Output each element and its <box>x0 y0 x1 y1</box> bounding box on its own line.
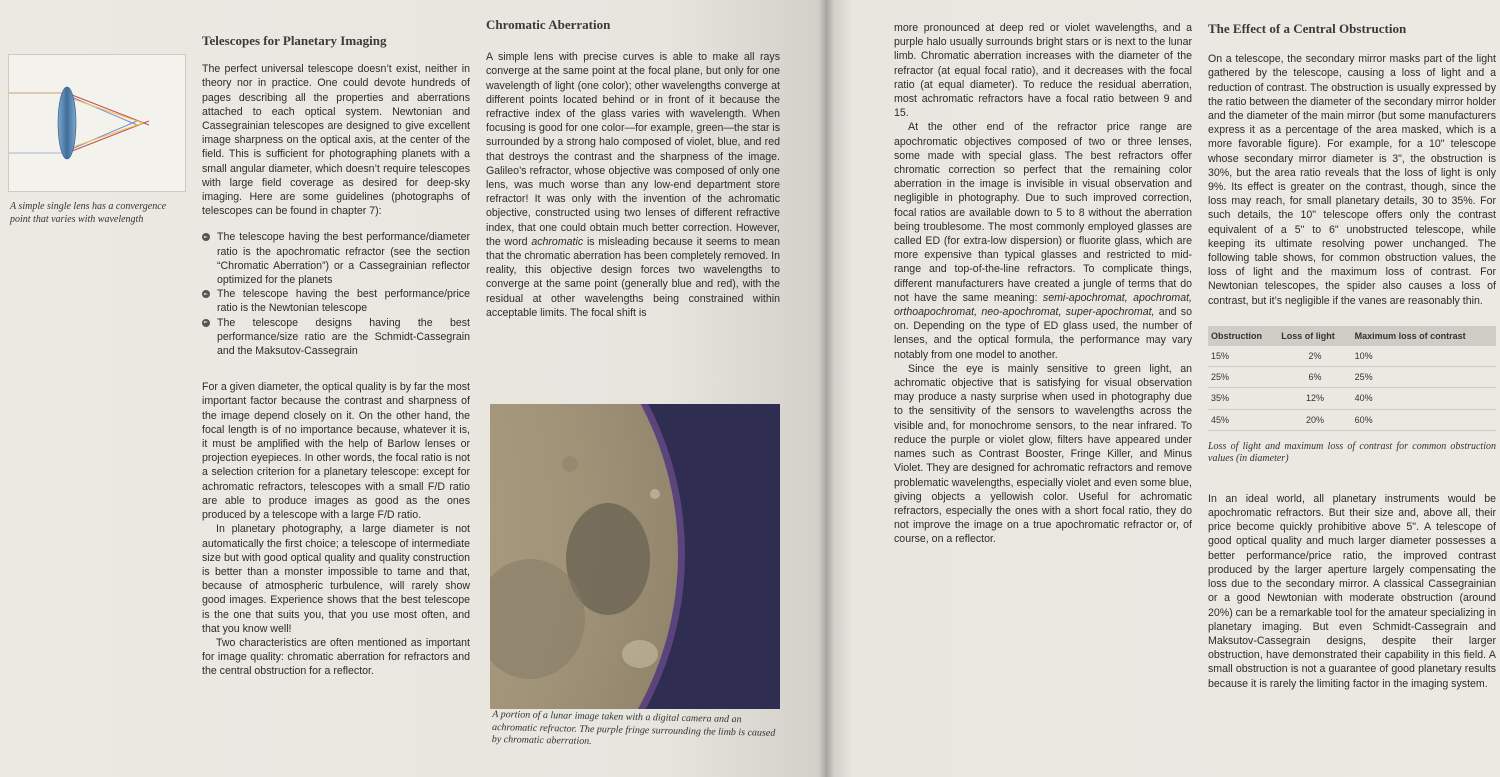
table-header: Maximum loss of contrast <box>1352 326 1496 346</box>
right-page <box>826 0 1500 777</box>
chromatic-continued-paragraph: more pronounced at deep red or violet wavelengths, and a purple halo usually surrounds bright stars or is next to the lunar limb. Chromatic aberration increases with the diameter of the refractor (at equal focal ratio), and it decreases with the focal ratio (at equal diameter). To reduce the residual aberration, most achromatic refractors have a focal ratio between 9 and 15. <box>894 22 1192 120</box>
left-column <box>202 34 470 679</box>
guidelines-list <box>202 230 470 358</box>
lunar-image <box>490 404 780 709</box>
obstruction-paragraph: On a telescope, the secondary mirror masks part of the light gathered by the telescope, causing a loss of light and a reduction of contrast. The obstruction is usually expressed by the ratio between the diameter of the secondary mirror holder and the diameter of the main mirror (but some manufacturers express it as a percentage of the area masked, which is a more favorable figure). For example, for a 10" telescope whose secondary mirror diameter is 3", the obstruction is 30%, but the area ratio reveals that the loss of light is only 9%. Its effect is greater on the contrast, though, since the loss may reach, for small planetary details, 30 to 35%. For such details, the 10" telescope offers only the contrast equivalent of a 5" to 6" unobstructed telescope, while keeping its ultimate resolving power unchanged. The following table shows, for common obstruction values, the loss of light and the maximum loss of contrast. For Newtonian telescopes, the spider also causes a loss of contrast, but it’s negligible if the vanes are reasonably thin. <box>1208 53 1496 307</box>
right-left-column <box>894 21 1192 547</box>
list-item: The telescope designs having the best performance/size ratio are the Schmidt-Cassegrain and the Maksutov-Cassegrain <box>202 316 470 359</box>
apochromatic-paragraph: At the other end of the refractor price range are apochromatic objectives composed of two or three lenses, some made with special glass. The best refractors offer chromatic correction so perfect that the remaining color aberration in the image is invisible in visual observation and negligible in photography. Due to such improved correction, focal ratios are available down to 5 to 8 without the aberration being troublesome. The most commonly employed glasses are called ED (for extra-low dispersion) or fluorite glass, which are more expensive than typical glasses and restricted to mid-range and top-of-the-line refractors. To complicate things, different manufacturers have created a jungle of terms that do not have the same meaning: semi-apochromat, apochromat, orthoapochromat, neo-apochromat, super-apochromat, and so on. Depending on the type of ED glass used, the number of lenses, and the optical formula, the performance may vary notably from one model to another. <box>894 121 1192 361</box>
table-header: Loss of light <box>1278 326 1351 346</box>
optical-quality-paragraph: For a given diameter, the optical quality is by far the most important factor because the contrast and sharpness of the image depend closely on it. On the other hand, the focal length is of no importance because, whatever it is, it must be amplified with the help of Barlow lenses or projection eyepieces. In other words, the focal ratio is not a selection criterion for a planetary telescope: except for achromatic refractors, telescopes with a small F/D ratio are able to produce images as good as the ones produced by a telescope with a large F/D ratio. <box>202 381 470 522</box>
filters-paragraph: Since the eye is mainly sensitive to green light, an achromatic objective that is satisfying for visual observation may produce a nasty surprise when used in photography due to the sensitivity of the sensors to wavelengths across the visible and, for monochrome sensors, to the near infrared. To reduce the purple or violet glow, filters have appeared under names such as Contrast Booster, Fringe Killer, and Minus Violet. They are designed for achromatic refractors and remove problematic wavelengths, especially violet and even some blue, giving objects a yellowish color. Useful for achromatic refractors, especially the ones with a short focal ratio, they do not improve the image on a true apochromatic refractor or, of course, on a reflector. <box>894 362 1192 546</box>
list-item: The telescope having the best performance/diameter ratio is the apochromatic refractor (see the section “Chromatic Aberration”) or a Cassegrainian reflector optimized for the planets <box>202 230 470 287</box>
lunar-image-caption: A portion of a lunar image taken with a digital camera and an achromatic refractor. The purple fringe surrounding the limb is caused by chromatic aberration. <box>491 708 776 748</box>
table-cell: 35% <box>1208 388 1278 409</box>
lens-diagram-figure <box>8 54 186 192</box>
table-cell: 10% <box>1352 346 1496 367</box>
table-header: Obstruction <box>1208 326 1278 346</box>
chromatic-aberration-paragraph: A simple lens with precise curves is able to make all rays converge at the same point at the focal plane, but only for one wavelength of light (one color); other wavelengths converge at different points located behind or in front of it because the refractive index of the glass varies with wavelength. When focusing is good for one color—for example, green—the star is surrounded by a strong halo composed of violet, blue, and red that destroys the contrast and the sharpness of the image. Galileo’s refractor, whose objective was composed of only one lens, was much worse than any low-end department store refractor! It was only with the invention of the achromatic objective, constructed using two lenses of different refractive index, that one could obtain much better correction. However, the word achromatic is misleading because it seems to mean that the chromatic aberration has been completely removed. In reality, this objective design forces two wavelengths to converge at the same point (generally blue and red), with the residual at other wavelengths being constrained within acceptable limits. The focal shift is <box>486 51 781 319</box>
table-row <box>1208 367 1496 388</box>
middle-column <box>486 18 780 320</box>
book-gutter <box>818 0 834 777</box>
obstruction-table <box>1208 326 1496 431</box>
lens-figure-caption: A simple single lens has a convergence point that varies with wavelength <box>10 201 167 225</box>
heading-central-obstruction: The Effect of a Central Obstruction <box>1208 21 1407 36</box>
list-item: The telescope having the best performance/price ratio is the Newtonian telescope <box>202 287 470 315</box>
lens-icon <box>58 87 76 159</box>
large-diameter-paragraph: In planetary photography, a large diameter is not automatically the first choice; a telescope of intermediate size but with good optical quality and quality construction is better than a monster impossible to tame and that, because of atmospheric turbulence, will rarely show good images. Experience shows that the best telescope is the one that suits you, that you use most often, and that you know well! <box>202 523 470 635</box>
two-characteristics-paragraph: Two characteristics are often mentioned as important for image quality: chromatic aberration for refractors and the central obstruction for a reflector. <box>202 636 470 678</box>
bullet-arrow-icon <box>202 290 210 298</box>
table-caption: Loss of light and maximum loss of contrast for common obstruction values (in diameter) <box>1208 440 1496 465</box>
table-cell: 20% <box>1278 409 1351 430</box>
table-row <box>1208 346 1496 367</box>
heading-chromatic-aberration: Chromatic Aberration <box>486 17 611 32</box>
table-header-row <box>1208 326 1496 346</box>
right-right-column <box>1208 22 1496 691</box>
table-cell: 45% <box>1208 409 1278 430</box>
bullet-arrow-icon <box>202 319 210 327</box>
table-cell: 12% <box>1278 388 1351 409</box>
table-cell: 60% <box>1352 409 1496 430</box>
table-cell: 6% <box>1278 367 1351 388</box>
table-row <box>1208 388 1496 409</box>
table-row <box>1208 409 1496 430</box>
ideal-world-paragraph: In an ideal world, all planetary instruments would be apochromatic refractors. But their size and, above all, their price become quickly prohibitive above 5". A telescope of good optical quality and much larger diameter possesses a better performance/price ratio, the improved contrast produced by the larger aperture largely compensating the loss due to the secondary mirror. A classical Cassegrainian or a good Newtonian with moderate obstruction (around 20%) can be a remarkable tool for the amateur specializing in planetary imaging. But even Schmidt-Cassegrain and Maksutov-Cassegrain designs, despite their larger obstruction, have demonstrated their capability in this field. A small obstruction is not a guarantee of good planetary results because it is rarely the limiting factor in the imaging system. <box>1208 492 1496 690</box>
table-cell: 40% <box>1352 388 1496 409</box>
table-cell: 25% <box>1208 367 1278 388</box>
table-cell: 25% <box>1352 367 1496 388</box>
heading-planetary-imaging: Telescopes for Planetary Imaging <box>202 33 387 48</box>
lens-diagram <box>9 55 185 191</box>
table-cell: 2% <box>1278 346 1351 367</box>
bullet-arrow-icon <box>202 233 210 241</box>
table-cell: 15% <box>1208 346 1278 367</box>
moon-photo <box>490 404 780 709</box>
intro-paragraph: The perfect universal telescope doesn’t exist, neither in theory nor in practice. One could devote hundreds of pages describing all the properties and aberrations attached to each optical system. Newtonian and Cassegrainian telescopes are designed to give excellent image sharpness on the optical axis, at the center of the field. This is sufficient for photographing planets with a small angular diameter, which doesn’t require telescopes with large field coverage as desired for deep-sky imaging. Here are some guidelines (photographs of telescopes can be found in chapter 7): <box>202 63 470 218</box>
